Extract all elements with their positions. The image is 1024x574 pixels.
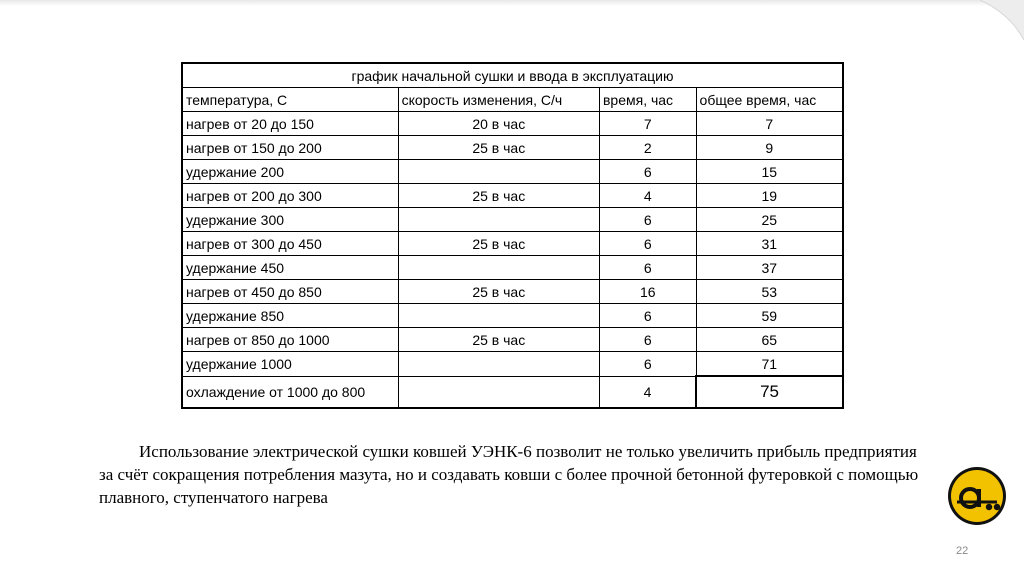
- table-title-row: [182, 63, 843, 88]
- table-cell: 9: [696, 136, 843, 160]
- table-row: [182, 208, 843, 232]
- table-header-row: [182, 88, 843, 112]
- table-cell: [398, 160, 599, 184]
- table-cell: охлаждение от 1000 до 800: [182, 376, 398, 408]
- table-row: [182, 280, 843, 304]
- table-cell: 4: [599, 376, 696, 408]
- page-number: 22: [956, 545, 969, 557]
- table-row: [182, 256, 843, 280]
- table-title: график начальной сушки и ввода в эксплуатацию: [182, 63, 843, 88]
- table-cell: нагрев от 200 до 300: [182, 184, 398, 208]
- company-logo-icon: [947, 466, 1007, 526]
- table-cell: 25 в час: [398, 136, 599, 160]
- table-cell: 53: [696, 280, 843, 304]
- table-cell: 59: [696, 304, 843, 328]
- table-row: [182, 160, 843, 184]
- table-row: [182, 376, 843, 408]
- table-cell: [398, 376, 599, 408]
- table-cell: 71: [696, 352, 843, 377]
- table-cell: удержание 1000: [182, 352, 398, 377]
- table-cell: [398, 256, 599, 280]
- table-cell: нагрев от 450 до 850: [182, 280, 398, 304]
- column-header: время, час: [599, 88, 696, 112]
- drying-schedule-table: [181, 62, 844, 409]
- table-cell: 25: [696, 208, 843, 232]
- table-cell: 20 в час: [398, 112, 599, 136]
- column-header: температура, С: [182, 88, 398, 112]
- top-shadow: [0, 0, 1024, 6]
- table-cell: нагрев от 300 до 450: [182, 232, 398, 256]
- table-cell: [398, 208, 599, 232]
- column-header: скорость изменения, С/ч: [398, 88, 599, 112]
- table-cell: 6: [599, 352, 696, 377]
- table-cell: 65: [696, 328, 843, 352]
- table-cell: 15: [696, 160, 843, 184]
- table-cell: [398, 352, 599, 377]
- table-cell: удержание 850: [182, 304, 398, 328]
- table-cell: 6: [599, 160, 696, 184]
- table-cell: 31: [696, 232, 843, 256]
- column-header: общее время, час: [696, 88, 843, 112]
- table-cell: 6: [599, 328, 696, 352]
- table-row: [182, 232, 843, 256]
- table-cell: удержание 200: [182, 160, 398, 184]
- total-time-cell: 75: [696, 376, 843, 408]
- table-cell: 25 в час: [398, 184, 599, 208]
- table-cell: 37: [696, 256, 843, 280]
- table-cell: 4: [599, 184, 696, 208]
- table-row: [182, 304, 843, 328]
- table-cell: [398, 304, 599, 328]
- table-row: [182, 352, 843, 377]
- body-paragraph: Использование электрической сушки ковшей УЭНК-6 позволит не только увеличить прибыль предприятия за счёт сокращения потребления мазута, но и создавать ковши с более прочной бетонной футеровкой с помощью плавного, ступенчатого нагрева: [99, 442, 919, 507]
- table-cell: нагрев от 150 до 200: [182, 136, 398, 160]
- table-cell: 7: [599, 112, 696, 136]
- table-row: [182, 328, 843, 352]
- table-cell: 6: [599, 208, 696, 232]
- page-curl-icon: [980, 0, 1024, 40]
- table-cell: 6: [599, 256, 696, 280]
- table-cell: 25 в час: [398, 328, 599, 352]
- table-cell: 19: [696, 184, 843, 208]
- table-row: [182, 112, 843, 136]
- table-cell: нагрев от 20 до 150: [182, 112, 398, 136]
- table-cell: 7: [696, 112, 843, 136]
- table-row: [182, 184, 843, 208]
- table-cell: удержание 450: [182, 256, 398, 280]
- table-cell: 2: [599, 136, 696, 160]
- table-cell: 25 в час: [398, 232, 599, 256]
- table-cell: 6: [599, 232, 696, 256]
- table-cell: нагрев от 850 до 1000: [182, 328, 398, 352]
- table-cell: 25 в час: [398, 280, 599, 304]
- table-row: [182, 136, 843, 160]
- table-cell: 6: [599, 304, 696, 328]
- table-cell: удержание 300: [182, 208, 398, 232]
- table-cell: 16: [599, 280, 696, 304]
